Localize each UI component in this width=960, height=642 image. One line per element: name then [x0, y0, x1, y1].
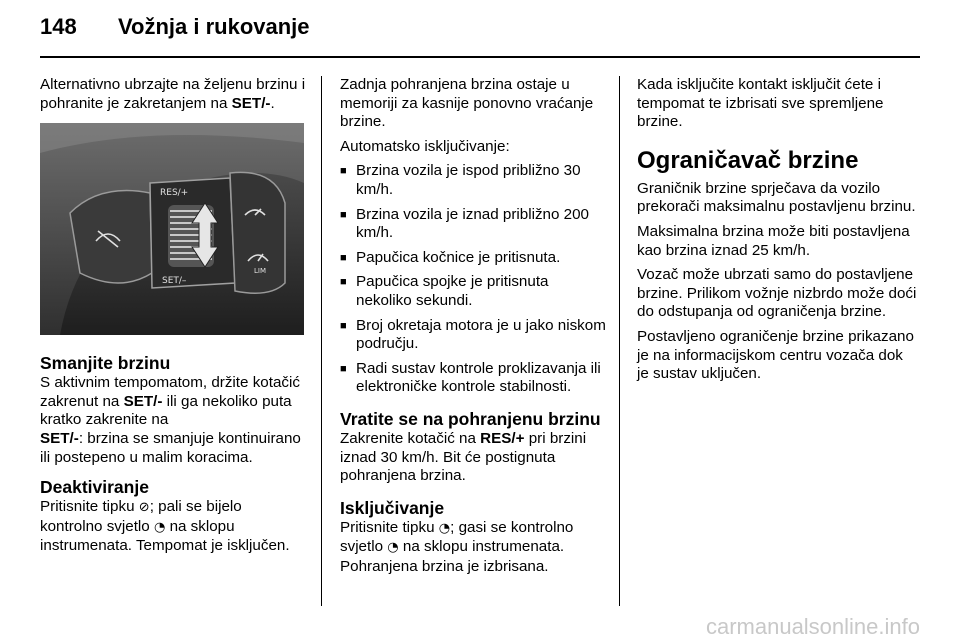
intro-paragraph: Alternativno ubrzajte na željenu brzinu i pohranite je zakretanjem na SET/-.: [40, 76, 306, 112]
set-label: SET/–: [162, 276, 187, 287]
column-divider: [321, 76, 322, 606]
column-2: [340, 76, 608, 582]
page-title: Vožnja i rukovanje: [118, 14, 310, 39]
lim-label: LIM: [254, 267, 267, 276]
cruise-indicator-icon: ◔: [387, 540, 399, 556]
res-label: RES/+: [160, 188, 189, 199]
ignition-paragraph: Kada isključite kontakt isključit ćete i tempomat te izbrisati sve spremljene brzine.: [637, 76, 884, 131]
section-title-deactivate: Deaktiviranje: [40, 477, 149, 498]
list-item: ■ Brzina vozila je iznad približno 200 km/h.: [340, 206, 608, 243]
section-title-speed-limiter: Ograničavač brzine: [637, 146, 859, 174]
limiter-paragraph-3: Vozač može ubrzati samo do postavljene brzine. Prilikom vožnje nizbrdo može doći do odstupanja od ograničenja brzine.: [637, 266, 917, 321]
section-title-reduce-speed: Smanjite brzinu: [40, 353, 171, 374]
resume-paragraph: Zakrenite kotačić na RES/+ pri brzini iznad 30 km/h. Bit će postignuta pohranjena brzina.: [340, 429, 587, 485]
page-header: [40, 14, 310, 40]
list-item: ■ Broj okretaja motora je u jako niskom području.: [340, 317, 608, 354]
page-number: 148: [40, 14, 77, 39]
column-3: [637, 76, 917, 390]
steering-controls-illustration: [40, 123, 304, 335]
auto-off-label: Automatsko isključivanje:: [340, 137, 510, 155]
section-title-off: Isključivanje: [340, 497, 445, 518]
deactivate-paragraph: Pritisnite tipku ⊘; pali se bijelo kontrolno svjetlo ◔ na sklopu instrumenata. Tempomat je isključen.: [40, 498, 290, 555]
cruise-off-icon: ⊘: [138, 500, 150, 516]
column-divider: [619, 76, 620, 606]
cruise-indicator-icon: ◔: [438, 520, 451, 536]
limiter-paragraph-2: Maksimalna brzina može biti postavljena kao brzina iznad 25 km/h.: [637, 222, 910, 259]
header-rule: [40, 56, 920, 58]
column-1: [40, 76, 308, 562]
list-item: ■ Papučica kočnice je pritisnuta.: [340, 249, 608, 268]
off-paragraph: Pritisnite tipku ◔; gasi se kontrolno svjetlo ◔ na sklopu instrumenata. Pohranjena brzina je izbrisana.: [340, 518, 574, 575]
limiter-paragraph-4: Postavljeno ograničenje brzine prikazano je na informacijskom centru vozača dok je sustav uključen.: [637, 327, 914, 383]
auto-off-list: [340, 162, 608, 397]
cruise-indicator-icon: ◔: [153, 519, 166, 535]
list-item: ■ Brzina vozila je ispod približno 30 km/h.: [340, 162, 608, 199]
steering-wheel-controls-figure: [40, 123, 304, 335]
watermark: carmanualsonline.info: [705, 614, 920, 639]
reduce-speed-paragraph: S aktivnim tempomatom, držite kotačić zakrenut na SET/- ili ga nekoliko puta kratko zakrenite na SET/-: brzina se smanjuje kontinuirano ili postepeno u malim koracima.: [40, 374, 301, 466]
section-title-resume: Vratite se na pohranjenu brzinu: [340, 408, 601, 429]
limiter-paragraph-1: Graničnik brzine sprječava da vozilo prekorači maksimalnu postavljenu brzinu.: [637, 179, 916, 216]
list-item: ■ Papučica spojke je pritisnuta nekoliko sekundi.: [340, 273, 608, 310]
memory-paragraph: Zadnja pohranjena brzina ostaje u memoriji za kasnije ponovno vraćanje brzine.: [340, 76, 594, 131]
list-item: ■ Radi sustav kontrole proklizavanja ili elektroničke kontrole stabilnosti.: [340, 360, 608, 397]
